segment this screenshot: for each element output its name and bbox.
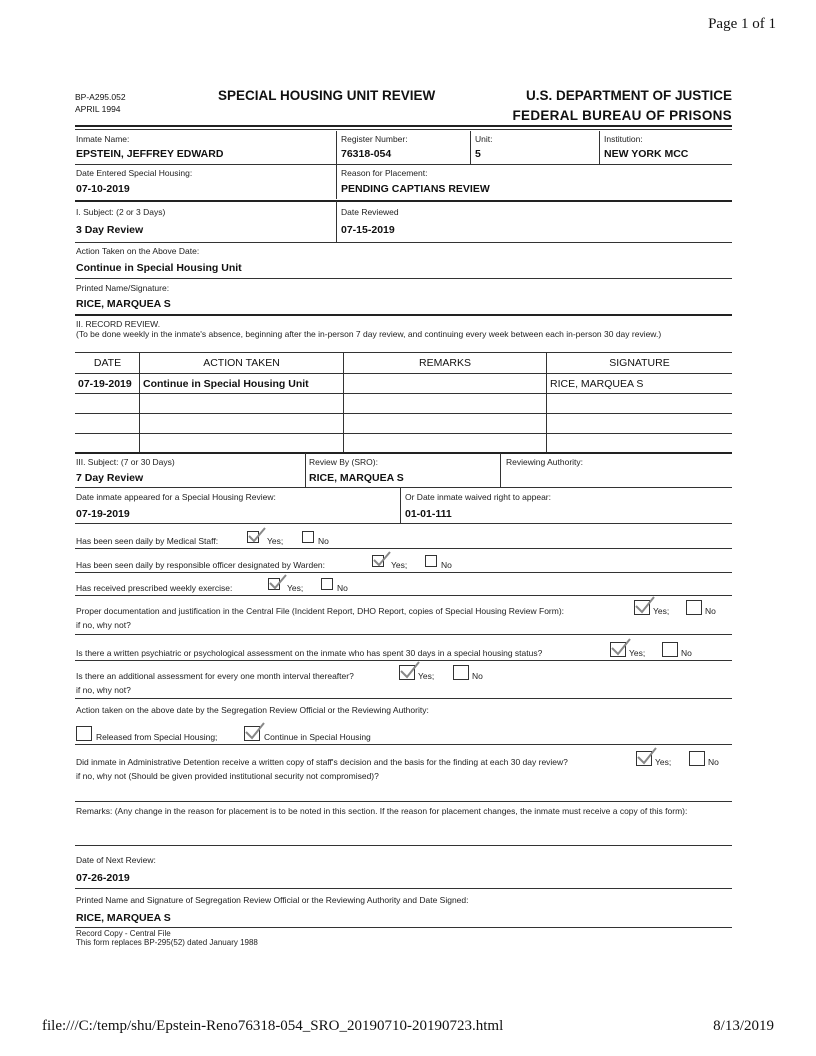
unit-label: Unit: bbox=[475, 134, 493, 144]
reason-label: Reason for Placement: bbox=[341, 168, 428, 178]
institution-label: Institution: bbox=[604, 134, 643, 144]
q7-no-label: No bbox=[708, 757, 719, 767]
form-title: SPECIAL HOUSING UNIT REVIEW bbox=[218, 88, 436, 103]
q1-no-label: No bbox=[318, 536, 329, 546]
subject3-value: 7 Day Review bbox=[76, 472, 144, 484]
date-reviewed-label: Date Reviewed bbox=[341, 207, 399, 217]
action-taken-sro-label: Action taken on the above date by the Segregation Review Official or the Reviewing Authority: bbox=[76, 705, 429, 715]
printed-name-label: Printed Name/Signature: bbox=[76, 283, 170, 293]
form-number: BP-A295.052 bbox=[75, 92, 126, 102]
replaces-note: This form replaces BP-295(52) dated January 1988 bbox=[76, 938, 258, 947]
waived-date: 01-01-111 bbox=[405, 508, 452, 520]
released-label: Released from Special Housing; bbox=[96, 732, 218, 742]
printed-name: RICE, MARQUEA S bbox=[76, 298, 171, 310]
q6-subtext: if no, why not? bbox=[76, 685, 131, 695]
action-taken-label: Action Taken on the Above Date: bbox=[76, 246, 200, 256]
subject1-label: I. Subject: (2 or 3 Days) bbox=[76, 207, 166, 217]
column-header-action: ACTION TAKEN bbox=[203, 357, 280, 369]
q7-yes-label: Yes; bbox=[655, 757, 672, 767]
q3-text: Has received prescribed weekly exercise: bbox=[76, 583, 233, 593]
q2-text: Has been seen daily by responsible officer designated by Warden: bbox=[76, 560, 326, 570]
record-row-date: 07-19-2019 bbox=[78, 378, 132, 390]
signature-name: RICE, MARQUEA S bbox=[76, 912, 171, 924]
date-entered: 07-10-2019 bbox=[76, 183, 130, 195]
checkmark-icon bbox=[247, 526, 267, 544]
subject3-label: III. Subject: (7 or 30 Days) bbox=[76, 457, 175, 467]
register-number: 76318-054 bbox=[341, 148, 392, 160]
header-rule bbox=[75, 125, 732, 127]
q4-no-label: No bbox=[705, 606, 716, 616]
review-by: RICE, MARQUEA S bbox=[309, 472, 404, 484]
record-row-signature: RICE, MARQUEA S bbox=[550, 378, 644, 390]
q4-text: Proper documentation and justification in the Central File (Incident Report, DHO Report, copies of Special Housing Review Form): bbox=[76, 606, 565, 616]
record-row-action: Continue in Special Housing Unit bbox=[143, 378, 309, 390]
q5-yes-label: Yes; bbox=[629, 648, 646, 658]
q1-text: Has been seen daily by Medical Staff: bbox=[76, 536, 219, 546]
q4-yes-label: Yes; bbox=[653, 606, 670, 616]
review-by-label: Review By (SRO): bbox=[309, 457, 378, 467]
q1-yes-label: Yes; bbox=[267, 536, 284, 546]
q6-no-checkbox[interactable] bbox=[453, 665, 469, 680]
q2-yes-label: Yes; bbox=[391, 560, 408, 570]
q3-no-label: No bbox=[337, 583, 348, 593]
department-name: U.S. DEPARTMENT OF JUSTICE bbox=[525, 88, 732, 103]
continue-label: Continue in Special Housing bbox=[264, 732, 371, 742]
q7-text: Did inmate in Administrative Detention receive a written copy of staff's decision and the basis for the finding at each 30 day review? bbox=[76, 757, 568, 767]
institution-value: NEW YORK MCC bbox=[604, 148, 689, 160]
unit-value: 5 bbox=[475, 148, 481, 160]
bureau-name: FEDERAL BUREAU OF PRISONS bbox=[512, 108, 732, 123]
checkmark-icon bbox=[268, 573, 288, 591]
column-header-date: DATE bbox=[93, 357, 122, 369]
q7-no-checkbox[interactable] bbox=[689, 751, 705, 766]
q5-no-label: No bbox=[681, 648, 692, 658]
q4-no-checkbox[interactable] bbox=[686, 600, 702, 615]
print-date: 8/13/2019 bbox=[713, 1018, 774, 1034]
checkmark-icon bbox=[372, 550, 392, 568]
q7-subtext: if no, why not (Should be given provided institutional security not compromised)? bbox=[76, 771, 379, 781]
waived-label: Or Date inmate waived right to appear: bbox=[405, 492, 551, 502]
remarks-label: Remarks: (Any change in the reason for placement is to be noted in this section. If the reason for placement changes, the inmate must receive a copy of this form): bbox=[76, 806, 688, 816]
q2-no-checkbox[interactable] bbox=[425, 555, 437, 567]
subject1-value: 3 Day Review bbox=[76, 224, 144, 236]
signature-label: Printed Name and Signature of Segregation Review Official or the Reviewing Authority and Date Signed: bbox=[76, 895, 469, 905]
header-rule-2 bbox=[75, 129, 732, 130]
next-review-date: 07-26-2019 bbox=[76, 872, 130, 884]
appeared-label: Date inmate appeared for a Special Housing Review: bbox=[76, 492, 276, 502]
q6-no-label: No bbox=[472, 671, 483, 681]
q4-subtext: if no, why not? bbox=[76, 620, 131, 630]
record-copy-note: Record Copy - Central File bbox=[76, 929, 171, 938]
reason-value: PENDING CAPTIANS REVIEW bbox=[341, 183, 490, 195]
action-taken: Continue in Special Housing Unit bbox=[76, 262, 242, 274]
q1-no-checkbox[interactable] bbox=[302, 531, 314, 543]
appeared-date: 07-19-2019 bbox=[76, 508, 130, 520]
checkmark-icon bbox=[244, 721, 266, 741]
q2-no-label: No bbox=[441, 560, 452, 570]
register-label: Register Number: bbox=[341, 134, 408, 144]
column-header-remarks: REMARKS bbox=[419, 357, 471, 369]
page-number: Page 1 of 1 bbox=[708, 16, 776, 32]
q5-no-checkbox[interactable] bbox=[662, 642, 678, 657]
inmate-name: EPSTEIN, JEFFREY EDWARD bbox=[76, 148, 224, 160]
q3-no-checkbox[interactable] bbox=[321, 578, 333, 590]
q3-yes-label: Yes; bbox=[287, 583, 304, 593]
column-header-signature: SIGNATURE bbox=[609, 357, 670, 369]
date-entered-label: Date Entered Special Housing: bbox=[76, 168, 193, 178]
record-review-note: (To be done weekly in the inmate's absence, beginning after the in-person 7 day review, and continuing every week between each in-person 30 day review.) bbox=[76, 329, 662, 339]
file-path: file:///C:/temp/shu/Epstein-Reno76318-054_SRO_20190710-20190723.html bbox=[42, 1018, 504, 1034]
released-checkbox[interactable] bbox=[76, 726, 92, 741]
q6-yes-label: Yes; bbox=[418, 671, 435, 681]
q6-text: Is there an additional assessment for every one month interval thereafter? bbox=[76, 671, 354, 681]
form-date: APRIL 1994 bbox=[75, 104, 121, 114]
q5-text: Is there a written psychiatric or psychological assessment on the inmate who has spent 30 days in a special housing status? bbox=[76, 648, 543, 658]
record-review-title: II. RECORD REVIEW. bbox=[76, 319, 161, 329]
inmate-name-label: Inmate Name: bbox=[76, 134, 130, 144]
next-review-label: Date of Next Review: bbox=[76, 855, 156, 865]
reviewing-authority-label: Reviewing Authority: bbox=[506, 457, 584, 467]
date-reviewed: 07-15-2019 bbox=[341, 224, 395, 236]
